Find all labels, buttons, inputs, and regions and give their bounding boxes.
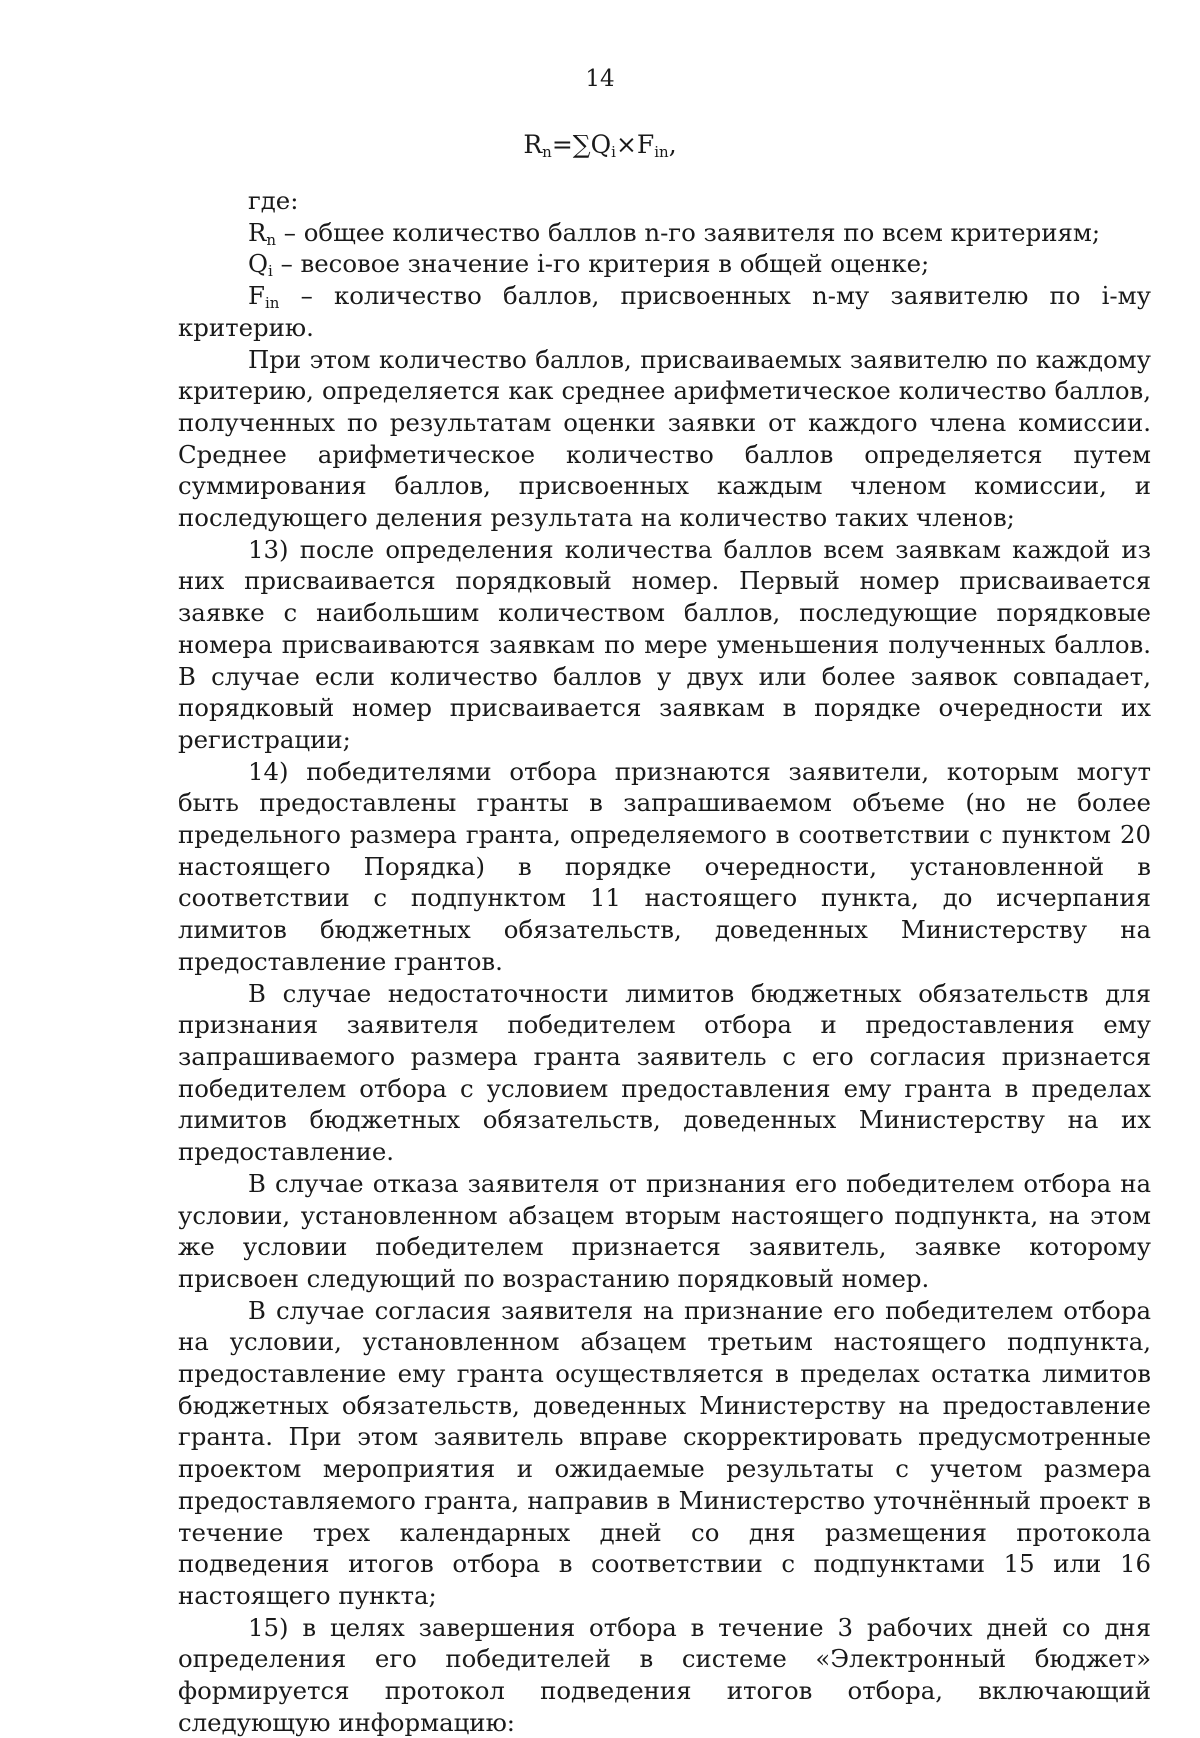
paragraph-scoring: При этом количество баллов, присваиваемых заявителю по каждому критерию, определяется как среднее арифметическое количество баллов, полученных по результатам оценки заявки от каждого члена комиссии. Среднее арифметическое количество баллов определяется путем суммирования баллов, присвоенных каждым членом комиссии, и последующего деления результата на количество таких членов; [178,344,1151,533]
definition-subscript: in [264,294,280,313]
formula-r-sub: n [542,143,552,161]
formula-end: , [668,130,677,159]
paragraph-item-14: 14) победителями отбора признаются заявители, которым могут быть предоставлены гранты в запрашиваемом объеме (но не более предельного размера гранта, определяемого в соответствии с пунктом 20 настоящего Порядка) в порядке очередности, установленной в соответствии с подпунктом 11 настоящего пункта, до исчерпания лимитов бюджетных обязательств, доведенных Министерству на предоставление грантов. [178,756,1151,976]
paragraph-refusal: В случае отказа заявителя от признания его победителем отбора на условии, установленном абзацем вторым настоящего подпункта, на этом же условии победителем признается заявитель, заявке которому присвоен следующий по возрастанию порядковый номер. [178,1168,1151,1293]
definition-subscript: i [268,262,273,281]
document-body [178,185,1151,1738]
formula-f-sub: in [654,143,669,161]
paragraph-consent: В случае согласия заявителя на признание его победителем отбора на условии, установленном абзацем третьим настоящего подпункта, предоставление ему гранта осуществляется в пределах остатка лимитов бюджетных обязательств, доведенных Министерству на предоставление гранта. При этом заявитель вправе скорректировать предусмотренные проектом мероприятия и ожидаемые результаты с учетом размера предоставляемого гранта, направив в Министерство уточнённый проект в течение трех календарных дней со дня размещения протокола подведения итогов отбора в соответствии с подпунктами 15 или 16 настоящего пункта; [178,1295,1151,1610]
definition-fin [178,280,1151,343]
paragraph-item-13: 13) после определения количества баллов всем заявкам каждой из них присваивается порядковый номер. Первый номер присваивается заявке с наибольшим количеством баллов, последующие порядковые номера присваиваются заявкам по мере уменьшения полученных баллов. В случае если количество баллов у двух или более заявок совпадает, порядковый номер присваивается заявкам в порядке очередности их регистрации; [178,534,1151,754]
where-label: где: [248,186,299,215]
definition-text: – общее количество баллов n-го заявителя по всем критериям; [276,217,1101,247]
formula-r: R [523,130,543,159]
definition-symbol: Q [248,249,268,279]
definition-text: – весовое значение i-го критерия в общей оценке; [272,249,930,279]
formula-times-f: ×F [615,130,655,159]
definition-symbol: F [248,281,265,311]
definition-rn [178,217,1151,249]
definition-subscript: n [266,230,277,249]
formula-q-sub: i [611,143,616,161]
definition-qi [178,248,1151,280]
formula [0,130,1200,159]
paragraph-insufficient-limits: В случае недостаточности лимитов бюджетных обязательств для признания заявителя победителем отбора и предоставления ему запрашиваемого размера гранта заявитель с его согласия признается победителем отбора с условием предоставления ему гранта в пределах лимитов бюджетных обязательств, доведенных Министерству на их предоставление. [178,978,1151,1167]
paragraph-item-15: 15) в целях завершения отбора в течение 3 рабочих дней со дня определения его победителей в системе «Электронный бюджет» формируется протокол подведения итогов отбора, включающий следующую информацию: [178,1612,1151,1737]
definition-symbol: R [248,217,267,247]
formula-sum-q: =∑Q [551,130,612,159]
page-number: 14 [585,66,615,92]
definition-text: – количество баллов, присвоенных n-му заявителю по i-му критерию. [178,281,1151,342]
